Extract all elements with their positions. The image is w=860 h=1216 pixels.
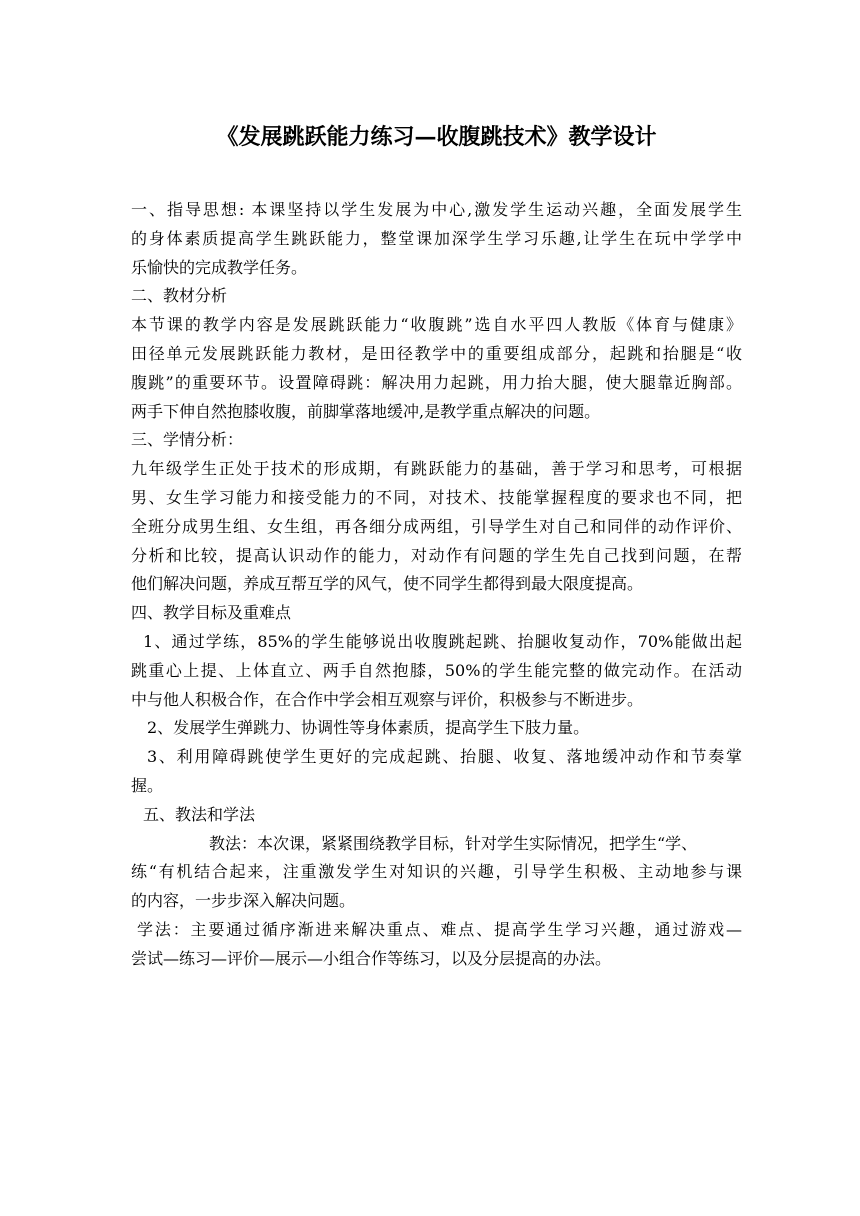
section-heading: 四、教学目标及重难点 — [131, 603, 292, 623]
paragraph-line: 中与他人积极合作，在合作中学会相互观察与评价，积极参与不断进步。 — [131, 689, 644, 709]
document-body — [131, 196, 742, 974]
paragraph-line: 分析和比较，提高认识动作的能力，对动作有问题的学生先自己找到问题，在帮 — [131, 545, 742, 565]
paragraph-line: 尝试—练习—评价—展示—小组合作等练习，以及分层提高的办法。 — [131, 948, 612, 968]
paragraph-line: 的内容，一步步深入解决问题。 — [131, 891, 356, 911]
section-heading: 五、教法和学法 — [143, 804, 256, 824]
paragraph-line: 3、利用障碍跳使学生更好的完成起跳、抬腿、收复、落地缓冲动作和节奏掌 — [147, 747, 742, 767]
section-heading: 三、学情分析： — [131, 430, 244, 450]
paragraph-line: 握。 — [131, 775, 164, 795]
paragraph-line: 教法：本次课，紧紧围绕教学目标，针对学生实际情况，把学生“学、 — [209, 833, 698, 853]
document-title: 《发展跳跃能力练习—收腹跳技术》教学设计 — [216, 124, 657, 150]
paragraph-line: 学法：主要通过循序渐进来解决重点、难点、提高学生学习兴趣，通过游戏— — [137, 919, 742, 939]
paragraph-line: 2、发展学生弹跳力、协调性等身体素质，提高学生下肢力量。 — [147, 718, 590, 738]
paragraph-line: 的身体素质提高学生跳跃能力，整堂课加深学生学习乐趣,让学生在玩中学学中 — [131, 228, 742, 248]
paragraph-line: 本节课的教学内容是发展跳跃能力“收腹跳”选自水平四人教版《体育与健康》 — [131, 315, 742, 335]
paragraph-line: 田径单元发展跳跃能力教材，是田径教学中的重要组成部分，起跳和抬腿是“收 — [131, 343, 742, 363]
paragraph-line: 1、通过学练，85%的学生能够说出收腹跳起跳、抬腿收复动作，70%能做出起 — [143, 631, 742, 651]
paragraph-line: 全班分成男生组、女生组，再各细分成两组，引导学生对自己和同伴的动作评价、 — [131, 516, 742, 536]
paragraph-line: 两手下伸自然抱膝收腹，前脚掌落地缓冲,是教学重点解决的问题。 — [131, 401, 601, 421]
paragraph-line: 他们解决问题，养成互帮互学的风气，使不同学生都得到最大限度提高。 — [131, 574, 644, 594]
paragraph-line: 跳重心上提、上体直立、两手自然抱膝，50%的学生能完整的做完动作。在活动 — [131, 660, 742, 680]
paragraph-line: 男、女生学习能力和接受能力的不同，对技术、技能掌握程度的要求也不同，把 — [131, 487, 742, 507]
paragraph-line: 腹跳”的重要环节。设置障碍跳：解决用力起跳，用力抬大腿，使大腿靠近胸部。 — [131, 372, 742, 392]
paragraph-line: 九年级学生正处于技术的形成期，有跳跃能力的基础，善于学习和思考，可根据 — [131, 459, 742, 479]
paragraph-line: 一、指导思想: 本课坚持以学生发展为中心,激发学生运动兴趣，全面发展学生 — [131, 200, 742, 219]
section-heading: 二、教材分析 — [131, 286, 228, 306]
paragraph-line: 乐愉快的完成教学任务。 — [131, 257, 308, 277]
paragraph-line: 练“有机结合起来，注重激发学生对知识的兴趣，引导学生积极、主动地参与课 — [131, 862, 742, 882]
